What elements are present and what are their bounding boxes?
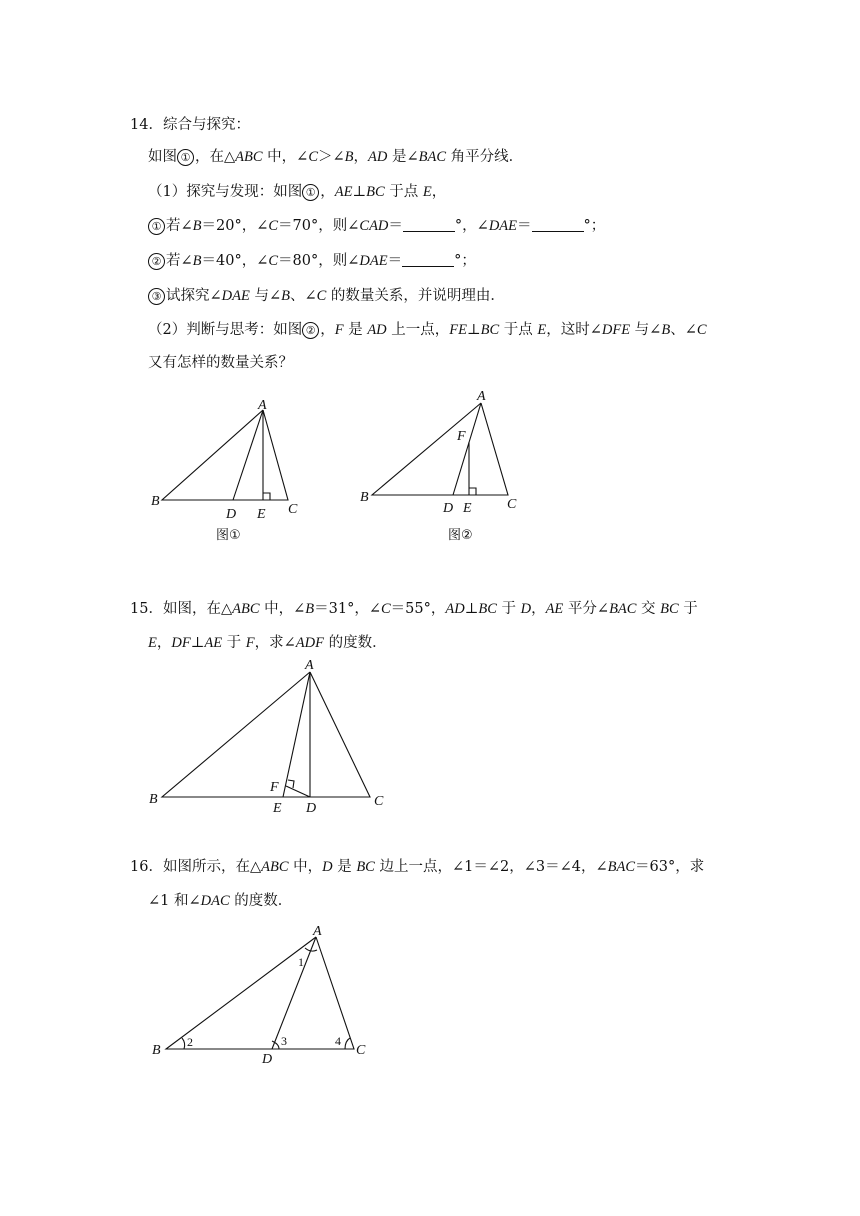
q14-sub3: ③ 试探究∠DAE 与∠B、∠C 的数量关系，并说明理由． [148,284,505,305]
fig2-label-f: F [457,429,466,444]
q14-part1: （1）探究与发现：如图 ① ，AE⊥BC 于点 E， [148,184,447,200]
fig1-caption: 图① [216,528,241,543]
q16-label-b: B [152,1043,161,1058]
q15-label-a: A [305,658,314,673]
q16-line1: 16．如图所示，在△ABC 中，D 是 BC 边上一点，∠1＝∠2，∠3＝∠4，∠BAC＝63°，求 [130,859,705,875]
fig1-triangle [162,410,288,500]
fig2-label-d: D [443,501,454,516]
q16-triangle [166,937,354,1049]
q16-angle-1: 1 [298,955,304,969]
q15-label-e: E [273,801,282,816]
q14-part2-cont: 又有怎样的数量关系？ [148,355,293,371]
fig2-caption: 图② [448,528,473,543]
q15-triangle [162,672,370,797]
q16-label-c: C [356,1043,366,1058]
q15-line2: E，DF⊥AE 于 F，求∠ADF 的度数． [148,635,387,651]
q16-line2: ∠1 和∠DAC 的度数． [148,893,293,909]
q15-label-d: D [306,801,317,816]
q15-line1: 15．如图，在△ABC 中，∠B＝31°，∠C＝55°，AD⊥BC 于 D，AE 平分∠BAC 交 BC 于 [130,601,698,617]
q16-angle-4: 4 [335,1034,341,1048]
q15-label-b: B [149,792,158,807]
fig1-label-e: E [257,507,266,522]
fig1-label-c: C [288,502,298,517]
q14-title: 14．综合与探究： [130,117,250,133]
q15-label-f: F [270,780,279,795]
q16-label-d: D [262,1052,273,1067]
q14-part2: （2）判断与思考：如图 ② ，F 是 AD 上一点，FE⊥BC 于点 E，这时∠DFE 与∠B、∠C [148,322,707,338]
q16-angle-2: 2 [187,1035,193,1049]
fig2-label-a: A [477,389,486,404]
fig1-label-b: B [151,494,160,509]
q14-intro: 如图 ① ，在△ABC 中，∠C＞∠B，AD 是∠BAC 角平分线． [148,149,524,165]
fig2-label-b: B [360,490,369,505]
q16-angle-3: 3 [281,1034,287,1048]
q14-sub2: ② 若∠B＝40°，∠C＝80°，则∠DAE＝ °； [148,249,476,270]
q14-sub1: ① 若∠B＝20°，∠C＝70°，则∠CAD＝ °，∠DAE＝ °； [148,214,605,235]
q16-label-a: A [313,924,322,939]
fig2-label-e: E [463,501,472,516]
fig1-label-d: D [226,507,237,522]
fig2-triangle [372,403,508,495]
q15-label-c: C [374,794,384,809]
fig1-label-a: A [258,398,267,413]
fig2-label-c: C [507,497,517,512]
